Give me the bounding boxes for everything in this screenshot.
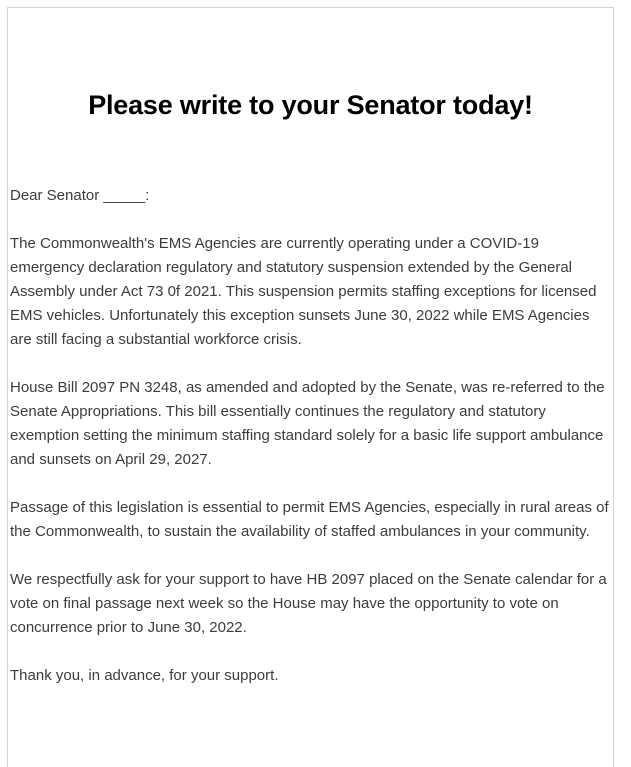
- letter-salutation: Dear Senator _____:: [10, 187, 150, 205]
- letter-paragraph: We respectfully ask for your support to have HB 2097 placed on the Senate calendar for a vote on final passage next week so the House may have the opportunity to vote on concurrence prior to June 30, 2022.: [10, 571, 607, 637]
- letter-paragraph: House Bill 2097 PN 3248, as amended and adopted by the Senate, was re-referred to the Senate Appropriations. This bill essentially continues the regulatory and statutory exemption setting the minimum staffing standard solely for a basic life support ambulance and sunsets on April 29, 2027.: [10, 379, 605, 469]
- letter-paragraph: The Commonwealth's EMS Agencies are currently operating under a COVID-19 emergency declaration regulatory and statutory suspension extended by the General Assembly under Act 73 0f 2021. This suspension permits staffing exceptions for licensed EMS vehicles. Unfortunately this exception sunsets June 30, 2022 while EMS Agencies are still facing a substantial workforce crisis.: [10, 235, 597, 349]
- letter-paragraph: Passage of this legislation is essential to permit EMS Agencies, especially in rural areas of the Commonwealth, to sustain the availability of staffed ambulances in your community.: [10, 499, 609, 541]
- document-page: [7, 7, 614, 767]
- letter-closing: Thank you, in advance, for your support.: [10, 667, 279, 685]
- page-title: Please write to your Senator today!: [88, 90, 533, 120]
- document-body: [8, 8, 613, 688]
